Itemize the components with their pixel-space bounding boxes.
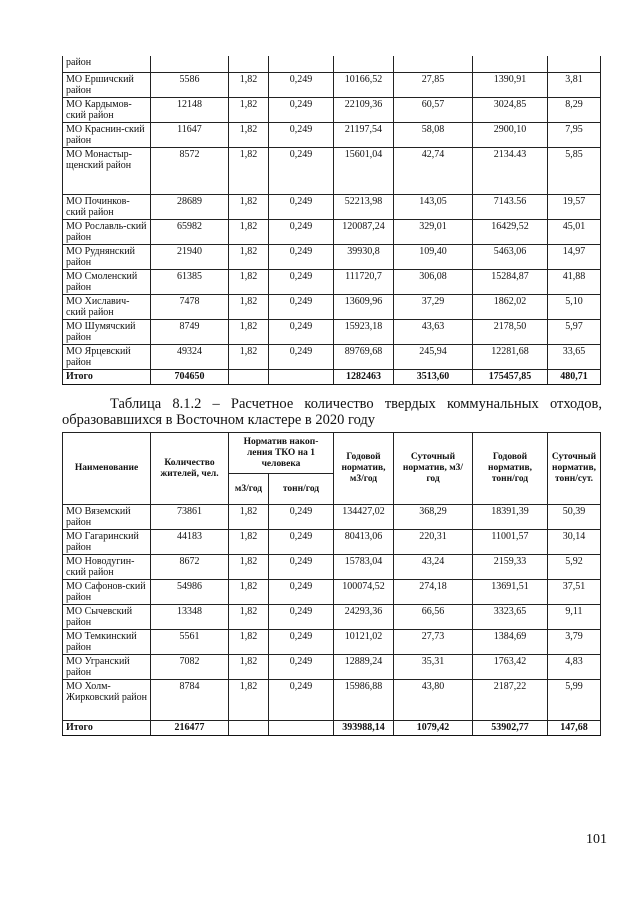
header-norm: Норматив накоп-ления ТКО на 1 человека xyxy=(229,433,334,474)
cell-m3: 1,82 xyxy=(229,605,269,630)
cell-day-t: 5,97 xyxy=(548,320,601,345)
cell-pop: 54986 xyxy=(151,580,229,605)
cell-year-m3: 15783,04 xyxy=(334,555,394,580)
cell-pop: 5561 xyxy=(151,630,229,655)
cell-day-m3: 245,94 xyxy=(394,345,473,370)
cell-name: МО Холм-Жирковский район xyxy=(63,680,151,721)
cell-day-m3: 220,31 xyxy=(394,530,473,555)
cell-t: 0,249 xyxy=(269,580,334,605)
cell-pop: 12148 xyxy=(151,98,229,123)
table-row xyxy=(63,123,601,148)
cell-t: 0,249 xyxy=(269,605,334,630)
cell-day-t: 5,92 xyxy=(548,555,601,580)
cell-name: МО Вяземский район xyxy=(63,505,151,530)
cell-day-m3: 27,73 xyxy=(394,630,473,655)
cell-m3: 1,82 xyxy=(229,98,269,123)
table-row xyxy=(63,555,601,580)
cell-year-t: 1384,69 xyxy=(473,630,548,655)
cell-t: 0,249 xyxy=(269,320,334,345)
cell-name: МО Кардымов-ский район xyxy=(63,98,151,123)
table-row xyxy=(63,98,601,123)
cell-day-m3: 43,63 xyxy=(394,320,473,345)
cell-name: МО Хиславич-ский район xyxy=(63,295,151,320)
cell-m3: 1,82 xyxy=(229,123,269,148)
table-row-partial xyxy=(63,56,601,73)
cell-day-m3: 329,01 xyxy=(394,220,473,245)
cell-year-t: 175457,85 xyxy=(473,370,548,385)
table-row xyxy=(63,505,601,530)
cell-m3: 1,82 xyxy=(229,345,269,370)
cell-year-t: 12281,68 xyxy=(473,345,548,370)
cell-t: 0,249 xyxy=(269,345,334,370)
header-t: тонн/год xyxy=(269,474,334,505)
table-row xyxy=(63,680,601,721)
cell-day-t: 8,29 xyxy=(548,98,601,123)
cell-name: МО Руднянский район xyxy=(63,245,151,270)
cell-day-t: 3,81 xyxy=(548,73,601,98)
cell-day-t: 37,51 xyxy=(548,580,601,605)
table-row xyxy=(63,270,601,295)
table-row xyxy=(63,195,601,220)
cell-pop: 73861 xyxy=(151,505,229,530)
cell-pop: 216477 xyxy=(151,721,229,736)
header-day-m3: Суточный норматив, м3/год xyxy=(394,433,473,505)
cell-m3: 1,82 xyxy=(229,320,269,345)
table-row xyxy=(63,245,601,270)
cell-pop: 49324 xyxy=(151,345,229,370)
cell-name: МО Ярцевский район xyxy=(63,345,151,370)
cell-year-t: 2134.43 xyxy=(473,148,548,195)
cell-year-t: 13691,51 xyxy=(473,580,548,605)
cell-name: МО Шумячский район xyxy=(63,320,151,345)
cell-name: МО Рославль-ский район xyxy=(63,220,151,245)
cell-name: МО Новодугин-ский район xyxy=(63,555,151,580)
cell-name: МО Угранский район xyxy=(63,655,151,680)
cell-year-m3: 120087,24 xyxy=(334,220,394,245)
table-row xyxy=(63,220,601,245)
cell-name: МО Темкинский район xyxy=(63,630,151,655)
cell-day-m3: 3513,60 xyxy=(394,370,473,385)
cell-m3: 1,82 xyxy=(229,630,269,655)
cell-year-t: 1763,42 xyxy=(473,655,548,680)
cell-t: 0,249 xyxy=(269,98,334,123)
cell-m3: 1,82 xyxy=(229,148,269,195)
cell-pop: 65982 xyxy=(151,220,229,245)
cell-day-t: 147,68 xyxy=(548,721,601,736)
cell-pop: 8749 xyxy=(151,320,229,345)
cell-t: 0,249 xyxy=(269,530,334,555)
cell-year-m3: 52213,98 xyxy=(334,195,394,220)
cell-m3: 1,82 xyxy=(229,245,269,270)
cell-year-m3: 12889,24 xyxy=(334,655,394,680)
cell-year-t: 3323,65 xyxy=(473,605,548,630)
cell-day-t: 5,85 xyxy=(548,148,601,195)
cell-year-t: 16429,52 xyxy=(473,220,548,245)
cell-day-t: 4,83 xyxy=(548,655,601,680)
cell-m3: 1,82 xyxy=(229,530,269,555)
cell-m3: 1,82 xyxy=(229,220,269,245)
table-row xyxy=(63,295,601,320)
cell-m3 xyxy=(229,370,269,385)
cell-day-m3: 1079,42 xyxy=(394,721,473,736)
cell-year-t: 7143.56 xyxy=(473,195,548,220)
cell-year-m3: 15986,88 xyxy=(334,680,394,721)
cell-pop: 704650 xyxy=(151,370,229,385)
page-number: 101 xyxy=(586,832,607,847)
table-row xyxy=(63,530,601,555)
table-row xyxy=(63,580,601,605)
cell-name: Итого xyxy=(63,370,151,385)
cell-day-m3: 37,29 xyxy=(394,295,473,320)
cell-year-t: 3024,85 xyxy=(473,98,548,123)
cell-day-t: 45,01 xyxy=(548,220,601,245)
table-west-continued xyxy=(62,56,601,385)
cell-t: 0,249 xyxy=(269,630,334,655)
cell-day-t: 9,11 xyxy=(548,605,601,630)
cell-m3: 1,82 xyxy=(229,73,269,98)
cell-pop: 8784 xyxy=(151,680,229,721)
cell-day-t: 480,71 xyxy=(548,370,601,385)
header-day-t: Суточный норматив, тонн/сут. xyxy=(548,433,601,505)
table-total-row xyxy=(63,370,601,385)
cell-year-t: 18391,39 xyxy=(473,505,548,530)
cell-year-t: 2159,33 xyxy=(473,555,548,580)
cell-name: МО Починков-ский район xyxy=(63,195,151,220)
cell-name: МО Гагаринский район xyxy=(63,530,151,555)
cell-m3: 1,82 xyxy=(229,505,269,530)
cell-year-t: 53902,77 xyxy=(473,721,548,736)
table-row xyxy=(63,148,601,195)
cell-year-t: 15284,87 xyxy=(473,270,548,295)
cell-year-m3: 89769,68 xyxy=(334,345,394,370)
cell-t: 0,249 xyxy=(269,270,334,295)
cell-name: район xyxy=(63,56,151,73)
cell-day-m3: 66,56 xyxy=(394,605,473,630)
cell-year-m3: 15601,04 xyxy=(334,148,394,195)
header-population: Количество жителей, чел. xyxy=(151,433,229,505)
cell-year-m3: 134427,02 xyxy=(334,505,394,530)
cell-name: МО Краснин-ский район xyxy=(63,123,151,148)
cell-pop: 44183 xyxy=(151,530,229,555)
cell-year-t: 11001,57 xyxy=(473,530,548,555)
table-row xyxy=(63,345,601,370)
cell-day-m3: 35,31 xyxy=(394,655,473,680)
cell-t xyxy=(269,370,334,385)
cell-t: 0,249 xyxy=(269,245,334,270)
cell-day-t: 5,99 xyxy=(548,680,601,721)
cell-day-m3: 60,57 xyxy=(394,98,473,123)
cell-year-m3: 24293,36 xyxy=(334,605,394,630)
cell-day-m3: 306,08 xyxy=(394,270,473,295)
cell-year-m3: 10121,02 xyxy=(334,630,394,655)
cell-name: МО Сычевский район xyxy=(63,605,151,630)
cell-t: 0,249 xyxy=(269,195,334,220)
cell-t: 0,249 xyxy=(269,148,334,195)
cell-pop: 8672 xyxy=(151,555,229,580)
cell-day-t: 7,95 xyxy=(548,123,601,148)
cell-m3: 1,82 xyxy=(229,195,269,220)
table-row xyxy=(63,320,601,345)
cell-t: 0,249 xyxy=(269,505,334,530)
cell-year-m3: 111720,7 xyxy=(334,270,394,295)
cell-day-t: 30,14 xyxy=(548,530,601,555)
cell-year-m3: 1282463 xyxy=(334,370,394,385)
cell-year-m3: 80413,06 xyxy=(334,530,394,555)
header-m3: м3/год xyxy=(229,474,269,505)
cell-pop: 61385 xyxy=(151,270,229,295)
cell-name: МО Сафонов-ский район xyxy=(63,580,151,605)
cell-m3: 1,82 xyxy=(229,680,269,721)
cell-pop: 8572 xyxy=(151,148,229,195)
cell-name: Итого xyxy=(63,721,151,736)
cell-year-t: 5463,06 xyxy=(473,245,548,270)
cell-day-m3: 42,74 xyxy=(394,148,473,195)
cell-pop: 28689 xyxy=(151,195,229,220)
cell-t: 0,249 xyxy=(269,220,334,245)
cell-year-m3: 15923,18 xyxy=(334,320,394,345)
cell-m3: 1,82 xyxy=(229,270,269,295)
cell-day-t: 14,97 xyxy=(548,245,601,270)
header-year-t: Годовой норматив, тонн/год xyxy=(473,433,548,505)
cell-year-t: 2178,50 xyxy=(473,320,548,345)
cell-day-m3: 27,85 xyxy=(394,73,473,98)
cell-year-m3: 100074,52 xyxy=(334,580,394,605)
cell-year-t: 1390,91 xyxy=(473,73,548,98)
cell-day-t: 5,10 xyxy=(548,295,601,320)
cell-pop: 21940 xyxy=(151,245,229,270)
cell-year-t: 1862,02 xyxy=(473,295,548,320)
header-name: Наименование xyxy=(63,433,151,505)
cell-t: 0,249 xyxy=(269,295,334,320)
cell-name: МО Монастыр-щенский район xyxy=(63,148,151,195)
cell-t: 0,249 xyxy=(269,655,334,680)
cell-day-t: 33,65 xyxy=(548,345,601,370)
cell-m3 xyxy=(229,721,269,736)
cell-t: 0,249 xyxy=(269,123,334,148)
cell-year-m3: 10166,52 xyxy=(334,73,394,98)
cell-day-m3: 58,08 xyxy=(394,123,473,148)
cell-pop: 11647 xyxy=(151,123,229,148)
table-caption: Таблица 8.1.2 – Расчетное количество твердых коммунальных отходов, образовавшихся в Восточном кластере в 2020 году xyxy=(62,396,602,428)
cell-m3: 1,82 xyxy=(229,555,269,580)
cell-pop: 13348 xyxy=(151,605,229,630)
cell-year-t: 2187,22 xyxy=(473,680,548,721)
cell-day-t: 3,79 xyxy=(548,630,601,655)
cell-day-t: 19,57 xyxy=(548,195,601,220)
cell-t: 0,249 xyxy=(269,73,334,98)
cell-pop: 5586 xyxy=(151,73,229,98)
cell-day-t: 41,88 xyxy=(548,270,601,295)
table-row xyxy=(63,73,601,98)
cell-t: 0,249 xyxy=(269,680,334,721)
cell-day-m3: 368,29 xyxy=(394,505,473,530)
cell-pop: 7478 xyxy=(151,295,229,320)
table-row xyxy=(63,605,601,630)
cell-m3: 1,82 xyxy=(229,295,269,320)
table-east-cluster xyxy=(62,432,601,736)
header-year-m3: Годовой норматив, м3/год xyxy=(334,433,394,505)
table-total-row xyxy=(63,721,601,736)
cell-day-m3: 43,80 xyxy=(394,680,473,721)
cell-day-m3: 143,05 xyxy=(394,195,473,220)
cell-t: 0,249 xyxy=(269,555,334,580)
cell-t xyxy=(269,721,334,736)
cell-year-m3: 21197,54 xyxy=(334,123,394,148)
cell-year-t: 2900,10 xyxy=(473,123,548,148)
cell-name: МО Смоленский район xyxy=(63,270,151,295)
cell-year-m3: 13609,96 xyxy=(334,295,394,320)
cell-day-m3: 43,24 xyxy=(394,555,473,580)
cell-day-m3: 274,18 xyxy=(394,580,473,605)
cell-year-m3: 22109,36 xyxy=(334,98,394,123)
table-row xyxy=(63,655,601,680)
cell-m3: 1,82 xyxy=(229,655,269,680)
cell-day-t: 50,39 xyxy=(548,505,601,530)
table-row xyxy=(63,630,601,655)
cell-pop: 7082 xyxy=(151,655,229,680)
cell-day-m3: 109,40 xyxy=(394,245,473,270)
cell-name: МО Ершичский район xyxy=(63,73,151,98)
cell-m3: 1,82 xyxy=(229,580,269,605)
cell-year-m3: 393988,14 xyxy=(334,721,394,736)
cell-year-m3: 39930,8 xyxy=(334,245,394,270)
